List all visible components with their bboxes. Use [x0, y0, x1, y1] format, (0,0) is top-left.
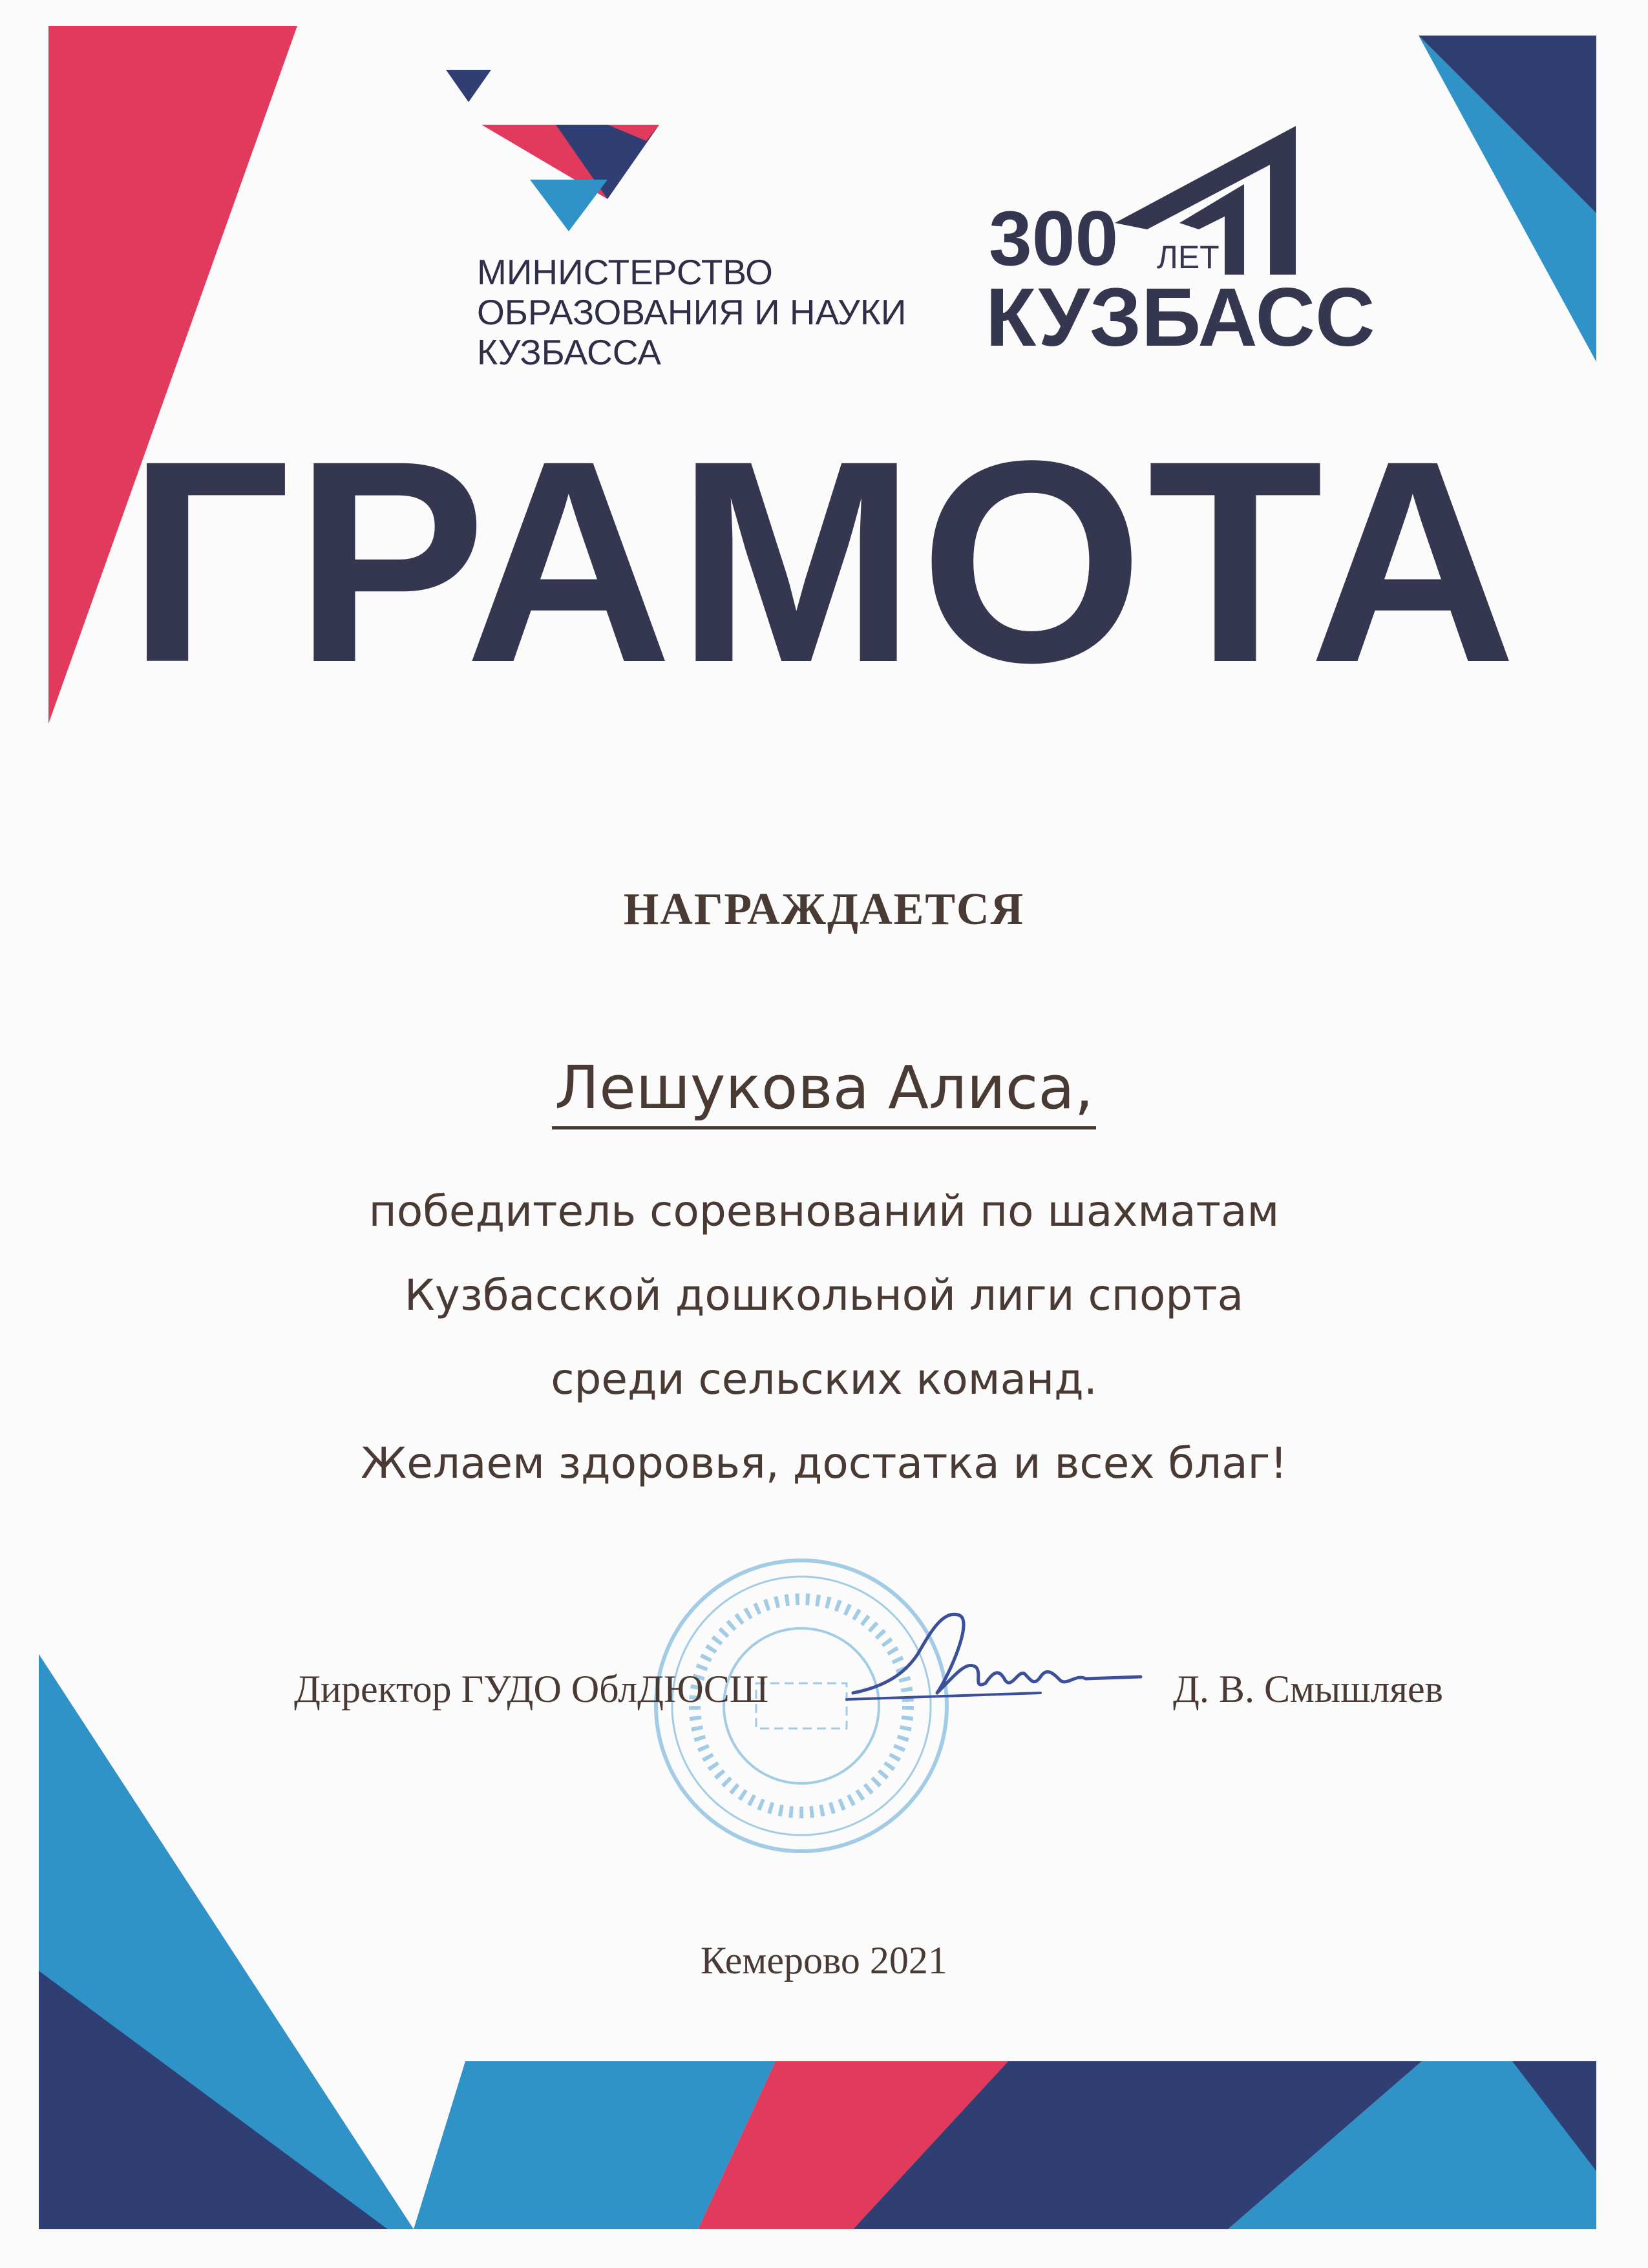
ministry-logo-navy-chevron — [446, 70, 491, 102]
ministry-line-3: КУЗБАССА — [477, 332, 661, 372]
kuzbass-300-logo — [986, 126, 1375, 364]
city-year-footer: Кемерово 2021 — [701, 1939, 947, 1982]
award-description — [0, 1170, 1648, 1506]
ministry-line-1: МИНИСТЕРСТВО — [477, 252, 773, 292]
award-line-2: Кузбасской дошкольной лиги спорта — [404, 1270, 1244, 1320]
ministry-name — [477, 252, 906, 372]
award-line-3: среди сельских команд. — [551, 1354, 1097, 1404]
kuzbass-logo-word: ЛЕТ — [1157, 239, 1220, 275]
kuzbass-logo-number: 300 — [989, 195, 1119, 282]
ministry-line-2: ОБРАЗОВАНИЯ И НАУКИ — [477, 292, 907, 332]
awarded-heading: НАГРАЖДАЕТСЯ — [623, 885, 1025, 934]
signatory-title: Директор ГУДО ОблДЮСШ — [294, 1668, 769, 1710]
award-line-1: победитель соревнований по шахматам — [368, 1186, 1280, 1236]
recipient-name-wrapper — [0, 1053, 1648, 1122]
recipient-name: Лешукова Алиса, — [552, 1053, 1096, 1129]
kuzbass-logo-region: КУЗБАСС — [986, 271, 1375, 364]
award-line-4: Желаем здоровья, достатка и всех благ! — [361, 1438, 1287, 1488]
signatory-name: Д. В. Смышляев — [1173, 1668, 1443, 1710]
ministry-logo-icon — [446, 70, 666, 231]
certificate-title: ГРАМОТА — [127, 401, 1521, 722]
signature-row — [0, 1667, 1648, 1745]
ministry-logo-blue-shape — [530, 180, 607, 231]
